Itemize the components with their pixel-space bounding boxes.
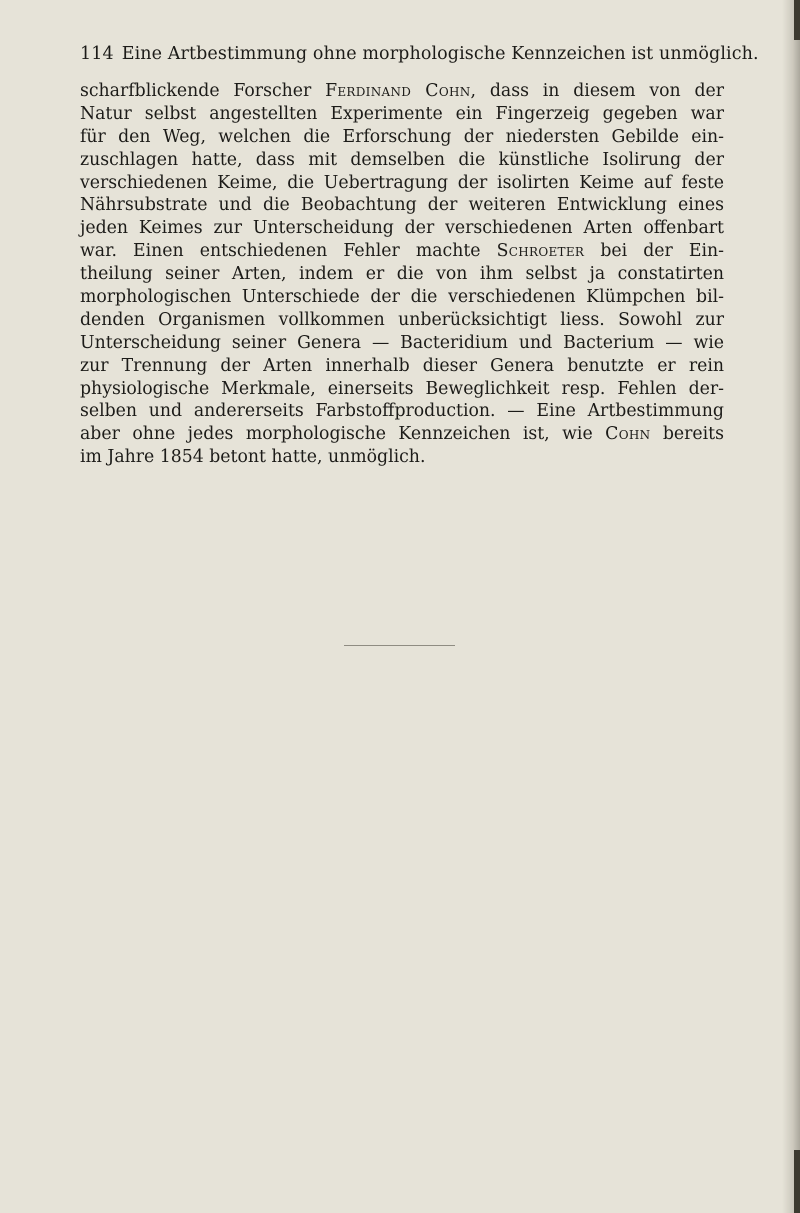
page-edge-shadow: [782, 0, 800, 1213]
text-line: [80, 149, 724, 172]
text-line: [80, 446, 724, 469]
author-name: Cohn: [605, 424, 651, 445]
page-number: 114: [80, 44, 114, 64]
text-run: selben und andererseits Farbstoffproduction. — Eine Artbestimmung: [80, 401, 724, 422]
section-end-rule: [344, 645, 455, 646]
text-line: [80, 126, 724, 149]
text-run: bereits: [650, 424, 724, 445]
text-line: [80, 309, 724, 332]
text-run: , dass in diesem von der: [470, 81, 725, 101]
text-line: [80, 194, 724, 217]
text-run: denden Organismen vollkommen unberücksichtigt liess. Sowohl zur: [80, 309, 724, 330]
text-run: morphologischen Unterschiede der die verschiedenen Klümpchen bil-: [80, 287, 724, 308]
text-line: [80, 286, 724, 309]
running-head: [80, 44, 759, 64]
author-name: Ferdinand Cohn: [325, 81, 471, 101]
page-edge-mark-top: [794, 0, 800, 40]
text-run: verschiedenen Keime, die Uebertragung der isolirten Keime auf feste: [80, 172, 724, 193]
text-run: zuschlagen hatte, dass mit demselben die künstliche Isolirung der: [80, 149, 724, 170]
text-line: [80, 172, 724, 195]
text-run: physiologische Merkmale, einerseits Beweglichkeit resp. Fehlen der-: [80, 378, 724, 399]
text-run: im Jahre 1854 betont hatte, unmöglich.: [80, 447, 426, 468]
text-run: scharfblickende Forscher: [80, 81, 326, 101]
text-run: Nährsubstrate und die Beobachtung der weiteren Entwicklung eines: [80, 195, 724, 216]
text-line: [80, 103, 724, 126]
page-edge-mark-bottom: [794, 1150, 800, 1213]
text-line: [80, 80, 724, 103]
text-run: Natur selbst angestellten Experimente ein Fingerzeig gegeben war: [80, 103, 724, 124]
text-line: [80, 400, 724, 423]
text-run: für den Weg, welchen die Erforschung der niedersten Gebilde ein-: [80, 126, 724, 147]
text-run: aber ohne jedes morphologische Kennzeichen ist, wie: [80, 424, 606, 445]
text-run: zur Trennung der Arten innerhalb dieser Genera benutzte er rein: [80, 355, 724, 376]
body-paragraph: [80, 80, 724, 469]
text-run: bei der Ein-: [584, 241, 724, 262]
text-line: [80, 378, 724, 401]
text-run: jeden Keimes zur Unterscheidung der verschiedenen Arten offenbart: [80, 218, 724, 239]
author-name: Schroeter: [496, 241, 585, 262]
text-line: [80, 332, 724, 355]
running-head-title: Eine Artbestimmung ohne morphologische Kennzeichen ist unmöglich.: [121, 44, 759, 64]
text-line: [80, 263, 724, 286]
text-line: [80, 217, 724, 240]
text-line: [80, 423, 724, 446]
text-line: [80, 240, 724, 263]
text-run: theilung seiner Arten, indem er die von ihm selbst ja constatirten: [80, 264, 724, 285]
text-line: [80, 355, 724, 378]
text-run: Unterscheidung seiner Genera — Bacteridium und Bacterium — wie: [80, 332, 724, 353]
text-run: war. Einen entschiedenen Fehler machte: [80, 241, 497, 262]
